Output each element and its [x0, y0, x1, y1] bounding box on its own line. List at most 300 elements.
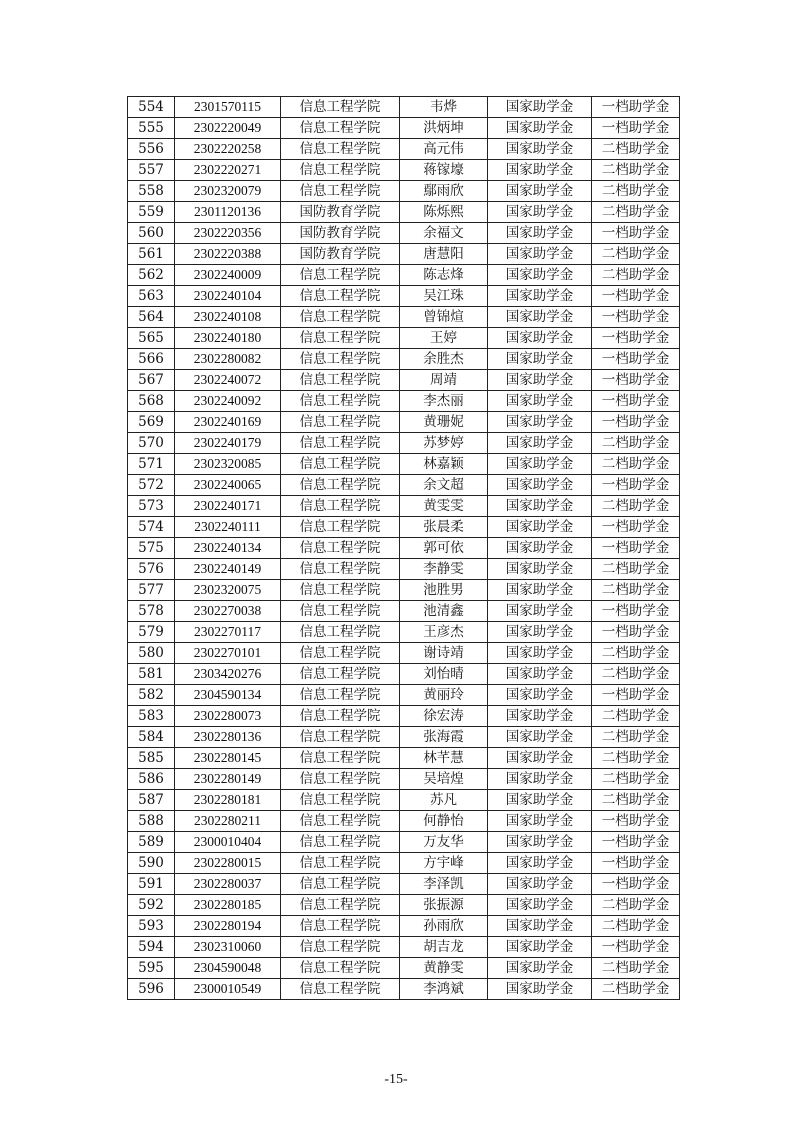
- student-id-cell: 2300010549: [175, 979, 281, 1000]
- award-level-cell: 二档助学金: [592, 559, 680, 580]
- student-id-cell: 2302320079: [175, 181, 281, 202]
- row-number-cell: 585: [128, 748, 175, 769]
- row-number-cell: 567: [128, 370, 175, 391]
- student-name-cell: 林芊慧: [400, 748, 488, 769]
- student-name-cell: 林嘉颖: [400, 454, 488, 475]
- row-number-cell: 565: [128, 328, 175, 349]
- award-type-cell: 国家助学金: [488, 517, 592, 538]
- table-row: [128, 181, 680, 202]
- school-cell: 信息工程学院: [281, 412, 400, 433]
- award-type-cell: 国家助学金: [488, 895, 592, 916]
- student-id-cell: 2302220271: [175, 160, 281, 181]
- award-level-cell: 二档助学金: [592, 748, 680, 769]
- school-cell: 信息工程学院: [281, 664, 400, 685]
- row-number-cell: 573: [128, 496, 175, 517]
- award-level-cell: 二档助学金: [592, 160, 680, 181]
- award-type-cell: 国家助学金: [488, 979, 592, 1000]
- student-id-cell: 2302240065: [175, 475, 281, 496]
- school-cell: 国防教育学院: [281, 244, 400, 265]
- row-number-cell: 556: [128, 139, 175, 160]
- school-cell: 国防教育学院: [281, 223, 400, 244]
- award-level-cell: 二档助学金: [592, 895, 680, 916]
- row-number-cell: 578: [128, 601, 175, 622]
- award-level-cell: 一档助学金: [592, 475, 680, 496]
- school-cell: 信息工程学院: [281, 139, 400, 160]
- row-number-cell: 555: [128, 118, 175, 139]
- student-name-cell: 李静雯: [400, 559, 488, 580]
- student-name-cell: 谢诗靖: [400, 643, 488, 664]
- award-type-cell: 国家助学金: [488, 412, 592, 433]
- school-cell: 信息工程学院: [281, 895, 400, 916]
- student-id-cell: 2302280185: [175, 895, 281, 916]
- scholarship-table: [127, 96, 680, 1000]
- award-level-cell: 一档助学金: [592, 517, 680, 538]
- table-row: [128, 706, 680, 727]
- award-level-cell: 二档助学金: [592, 958, 680, 979]
- student-name-cell: 洪炳坤: [400, 118, 488, 139]
- table-row: [128, 286, 680, 307]
- award-level-cell: 二档助学金: [592, 706, 680, 727]
- award-level-cell: 一档助学金: [592, 601, 680, 622]
- table-row: [128, 160, 680, 181]
- row-number-cell: 574: [128, 517, 175, 538]
- school-cell: 信息工程学院: [281, 286, 400, 307]
- school-cell: 信息工程学院: [281, 454, 400, 475]
- award-type-cell: 国家助学金: [488, 307, 592, 328]
- row-number-cell: 581: [128, 664, 175, 685]
- award-type-cell: 国家助学金: [488, 265, 592, 286]
- student-name-cell: 吴江珠: [400, 286, 488, 307]
- school-cell: 信息工程学院: [281, 937, 400, 958]
- school-cell: 信息工程学院: [281, 307, 400, 328]
- school-cell: 信息工程学院: [281, 97, 400, 118]
- student-name-cell: 王婷: [400, 328, 488, 349]
- school-cell: 信息工程学院: [281, 559, 400, 580]
- school-cell: 信息工程学院: [281, 370, 400, 391]
- table-row: [128, 496, 680, 517]
- award-level-cell: 一档助学金: [592, 412, 680, 433]
- student-name-cell: 余文超: [400, 475, 488, 496]
- award-type-cell: 国家助学金: [488, 391, 592, 412]
- award-level-cell: 二档助学金: [592, 769, 680, 790]
- school-cell: 信息工程学院: [281, 160, 400, 181]
- student-name-cell: 张晨柔: [400, 517, 488, 538]
- school-cell: 信息工程学院: [281, 685, 400, 706]
- student-name-cell: 余福文: [400, 223, 488, 244]
- student-id-cell: 2302240179: [175, 433, 281, 454]
- student-name-cell: 余胜杰: [400, 349, 488, 370]
- row-number-cell: 594: [128, 937, 175, 958]
- student-name-cell: 池清鑫: [400, 601, 488, 622]
- award-type-cell: 国家助学金: [488, 349, 592, 370]
- student-id-cell: 2302240111: [175, 517, 281, 538]
- award-type-cell: 国家助学金: [488, 706, 592, 727]
- table-row: [128, 748, 680, 769]
- student-id-cell: 2302240171: [175, 496, 281, 517]
- award-type-cell: 国家助学金: [488, 727, 592, 748]
- table-row: [128, 349, 680, 370]
- award-level-cell: 二档助学金: [592, 265, 680, 286]
- table-row: [128, 979, 680, 1000]
- school-cell: 信息工程学院: [281, 832, 400, 853]
- award-type-cell: 国家助学金: [488, 454, 592, 475]
- student-name-cell: 高元伟: [400, 139, 488, 160]
- award-type-cell: 国家助学金: [488, 97, 592, 118]
- row-number-cell: 589: [128, 832, 175, 853]
- student-id-cell: 2302280145: [175, 748, 281, 769]
- student-id-cell: 2301570115: [175, 97, 281, 118]
- school-cell: 信息工程学院: [281, 958, 400, 979]
- table-row: [128, 97, 680, 118]
- table-row: [128, 433, 680, 454]
- award-level-cell: 一档助学金: [592, 937, 680, 958]
- student-id-cell: 2302280181: [175, 790, 281, 811]
- table-row: [128, 832, 680, 853]
- table-row: [128, 643, 680, 664]
- student-name-cell: 万友华: [400, 832, 488, 853]
- student-name-cell: 韦烨: [400, 97, 488, 118]
- school-cell: 信息工程学院: [281, 853, 400, 874]
- table-row: [128, 265, 680, 286]
- school-cell: 信息工程学院: [281, 475, 400, 496]
- table-row: [128, 874, 680, 895]
- award-type-cell: 国家助学金: [488, 664, 592, 685]
- row-number-cell: 580: [128, 643, 175, 664]
- table-row: [128, 412, 680, 433]
- student-id-cell: 2300010404: [175, 832, 281, 853]
- row-number-cell: 577: [128, 580, 175, 601]
- table-row: [128, 559, 680, 580]
- student-name-cell: 黄静雯: [400, 958, 488, 979]
- row-number-cell: 595: [128, 958, 175, 979]
- row-number-cell: 564: [128, 307, 175, 328]
- school-cell: 信息工程学院: [281, 517, 400, 538]
- award-level-cell: 二档助学金: [592, 433, 680, 454]
- row-number-cell: 572: [128, 475, 175, 496]
- award-level-cell: 一档助学金: [592, 370, 680, 391]
- award-type-cell: 国家助学金: [488, 496, 592, 517]
- student-id-cell: 2302270117: [175, 622, 281, 643]
- table-row: [128, 118, 680, 139]
- award-level-cell: 一档助学金: [592, 307, 680, 328]
- table-row: [128, 391, 680, 412]
- table-row: [128, 664, 680, 685]
- award-type-cell: 国家助学金: [488, 748, 592, 769]
- student-id-cell: 2301120136: [175, 202, 281, 223]
- student-id-cell: 2302310060: [175, 937, 281, 958]
- student-name-cell: 陈烁熙: [400, 202, 488, 223]
- student-name-cell: 王彦杰: [400, 622, 488, 643]
- table-row: [128, 328, 680, 349]
- award-type-cell: 国家助学金: [488, 433, 592, 454]
- student-name-cell: 孙雨欣: [400, 916, 488, 937]
- row-number-cell: 554: [128, 97, 175, 118]
- student-name-cell: 何静怡: [400, 811, 488, 832]
- row-number-cell: 568: [128, 391, 175, 412]
- award-type-cell: 国家助学金: [488, 832, 592, 853]
- student-id-cell: 2302280073: [175, 706, 281, 727]
- student-name-cell: 张振源: [400, 895, 488, 916]
- award-type-cell: 国家助学金: [488, 769, 592, 790]
- award-level-cell: 一档助学金: [592, 97, 680, 118]
- award-type-cell: 国家助学金: [488, 790, 592, 811]
- school-cell: 信息工程学院: [281, 643, 400, 664]
- table-row: [128, 958, 680, 979]
- award-level-cell: 一档助学金: [592, 286, 680, 307]
- school-cell: 信息工程学院: [281, 433, 400, 454]
- award-type-cell: 国家助学金: [488, 601, 592, 622]
- page-number: -15-: [384, 1072, 408, 1087]
- student-id-cell: 2302240134: [175, 538, 281, 559]
- table-row: [128, 811, 680, 832]
- award-level-cell: 二档助学金: [592, 181, 680, 202]
- table-body: [128, 97, 680, 1000]
- award-type-cell: 国家助学金: [488, 958, 592, 979]
- table-row: [128, 223, 680, 244]
- table-row: [128, 727, 680, 748]
- row-number-cell: 588: [128, 811, 175, 832]
- student-id-cell: 2302320075: [175, 580, 281, 601]
- award-type-cell: 国家助学金: [488, 874, 592, 895]
- award-level-cell: 一档助学金: [592, 853, 680, 874]
- student-id-cell: 2302220049: [175, 118, 281, 139]
- table-row: [128, 307, 680, 328]
- table-row: [128, 580, 680, 601]
- school-cell: 信息工程学院: [281, 874, 400, 895]
- row-number-cell: 566: [128, 349, 175, 370]
- award-level-cell: 一档助学金: [592, 349, 680, 370]
- row-number-cell: 571: [128, 454, 175, 475]
- award-type-cell: 国家助学金: [488, 202, 592, 223]
- row-number-cell: 570: [128, 433, 175, 454]
- student-name-cell: 苏梦婷: [400, 433, 488, 454]
- award-type-cell: 国家助学金: [488, 286, 592, 307]
- student-id-cell: 2302220356: [175, 223, 281, 244]
- school-cell: 信息工程学院: [281, 391, 400, 412]
- student-id-cell: 2302240072: [175, 370, 281, 391]
- student-id-cell: 2302240180: [175, 328, 281, 349]
- award-type-cell: 国家助学金: [488, 538, 592, 559]
- student-name-cell: 鄢雨欣: [400, 181, 488, 202]
- student-name-cell: 李杰丽: [400, 391, 488, 412]
- table-row: [128, 895, 680, 916]
- student-id-cell: 2302240149: [175, 559, 281, 580]
- student-name-cell: 周靖: [400, 370, 488, 391]
- student-id-cell: 2302280211: [175, 811, 281, 832]
- award-type-cell: 国家助学金: [488, 244, 592, 265]
- student-id-cell: 2302270038: [175, 601, 281, 622]
- row-number-cell: 592: [128, 895, 175, 916]
- table-row: [128, 937, 680, 958]
- award-type-cell: 国家助学金: [488, 559, 592, 580]
- table-row: [128, 622, 680, 643]
- school-cell: 信息工程学院: [281, 118, 400, 139]
- award-type-cell: 国家助学金: [488, 853, 592, 874]
- table-row: [128, 790, 680, 811]
- school-cell: 信息工程学院: [281, 727, 400, 748]
- school-cell: 信息工程学院: [281, 790, 400, 811]
- student-id-cell: 2302240169: [175, 412, 281, 433]
- student-id-cell: 2302220388: [175, 244, 281, 265]
- school-cell: 国防教育学院: [281, 202, 400, 223]
- award-level-cell: 二档助学金: [592, 202, 680, 223]
- student-name-cell: 黄雯雯: [400, 496, 488, 517]
- school-cell: 信息工程学院: [281, 811, 400, 832]
- student-name-cell: 吴培煌: [400, 769, 488, 790]
- award-type-cell: 国家助学金: [488, 139, 592, 160]
- award-level-cell: 二档助学金: [592, 727, 680, 748]
- award-type-cell: 国家助学金: [488, 685, 592, 706]
- award-level-cell: 一档助学金: [592, 811, 680, 832]
- student-name-cell: 池胜男: [400, 580, 488, 601]
- student-name-cell: 徐宏涛: [400, 706, 488, 727]
- award-type-cell: 国家助学金: [488, 580, 592, 601]
- award-type-cell: 国家助学金: [488, 328, 592, 349]
- award-type-cell: 国家助学金: [488, 475, 592, 496]
- row-number-cell: 558: [128, 181, 175, 202]
- award-level-cell: 二档助学金: [592, 139, 680, 160]
- student-name-cell: 苏凡: [400, 790, 488, 811]
- award-level-cell: 一档助学金: [592, 223, 680, 244]
- student-id-cell: 2302240009: [175, 265, 281, 286]
- student-id-cell: 2302240108: [175, 307, 281, 328]
- award-level-cell: 二档助学金: [592, 454, 680, 475]
- student-name-cell: 刘怡晴: [400, 664, 488, 685]
- award-type-cell: 国家助学金: [488, 160, 592, 181]
- award-level-cell: 一档助学金: [592, 832, 680, 853]
- award-level-cell: 二档助学金: [592, 916, 680, 937]
- award-level-cell: 二档助学金: [592, 580, 680, 601]
- row-number-cell: 590: [128, 853, 175, 874]
- award-type-cell: 国家助学金: [488, 937, 592, 958]
- student-id-cell: 2304590048: [175, 958, 281, 979]
- school-cell: 信息工程学院: [281, 979, 400, 1000]
- row-number-cell: 562: [128, 265, 175, 286]
- school-cell: 信息工程学院: [281, 349, 400, 370]
- student-name-cell: 方宇峰: [400, 853, 488, 874]
- school-cell: 信息工程学院: [281, 916, 400, 937]
- row-number-cell: 583: [128, 706, 175, 727]
- award-level-cell: 一档助学金: [592, 685, 680, 706]
- student-name-cell: 黄珊妮: [400, 412, 488, 433]
- student-id-cell: 2302320085: [175, 454, 281, 475]
- table-row: [128, 139, 680, 160]
- award-type-cell: 国家助学金: [488, 118, 592, 139]
- school-cell: 信息工程学院: [281, 580, 400, 601]
- table-row: [128, 538, 680, 559]
- student-id-cell: 2302240104: [175, 286, 281, 307]
- award-type-cell: 国家助学金: [488, 223, 592, 244]
- student-id-cell: 2302280082: [175, 349, 281, 370]
- table-row: [128, 601, 680, 622]
- award-level-cell: 二档助学金: [592, 643, 680, 664]
- student-id-cell: 2302280194: [175, 916, 281, 937]
- award-type-cell: 国家助学金: [488, 370, 592, 391]
- award-level-cell: 一档助学金: [592, 538, 680, 559]
- row-number-cell: 559: [128, 202, 175, 223]
- award-type-cell: 国家助学金: [488, 181, 592, 202]
- student-id-cell: 2302280136: [175, 727, 281, 748]
- student-name-cell: 黄丽玲: [400, 685, 488, 706]
- student-id-cell: 2304590134: [175, 685, 281, 706]
- award-level-cell: 一档助学金: [592, 622, 680, 643]
- table-row: [128, 769, 680, 790]
- student-name-cell: 李鸿斌: [400, 979, 488, 1000]
- school-cell: 信息工程学院: [281, 601, 400, 622]
- table-row: [128, 916, 680, 937]
- row-number-cell: 579: [128, 622, 175, 643]
- student-id-cell: 2302280149: [175, 769, 281, 790]
- table-row: [128, 244, 680, 265]
- student-name-cell: 张海霞: [400, 727, 488, 748]
- award-level-cell: 一档助学金: [592, 328, 680, 349]
- row-number-cell: 584: [128, 727, 175, 748]
- award-level-cell: 二档助学金: [592, 979, 680, 1000]
- row-number-cell: 575: [128, 538, 175, 559]
- award-type-cell: 国家助学金: [488, 622, 592, 643]
- row-number-cell: 569: [128, 412, 175, 433]
- student-name-cell: 曾锦煊: [400, 307, 488, 328]
- student-id-cell: 2302220258: [175, 139, 281, 160]
- student-id-cell: 2302270101: [175, 643, 281, 664]
- table-row: [128, 853, 680, 874]
- student-id-cell: 2302240092: [175, 391, 281, 412]
- student-name-cell: 陈志烽: [400, 265, 488, 286]
- student-name-cell: 李泽凯: [400, 874, 488, 895]
- row-number-cell: 576: [128, 559, 175, 580]
- row-number-cell: 563: [128, 286, 175, 307]
- school-cell: 信息工程学院: [281, 748, 400, 769]
- award-level-cell: 一档助学金: [592, 874, 680, 895]
- school-cell: 信息工程学院: [281, 769, 400, 790]
- row-number-cell: 582: [128, 685, 175, 706]
- school-cell: 信息工程学院: [281, 622, 400, 643]
- award-level-cell: 一档助学金: [592, 391, 680, 412]
- school-cell: 信息工程学院: [281, 706, 400, 727]
- award-level-cell: 二档助学金: [592, 244, 680, 265]
- table-row: [128, 685, 680, 706]
- award-level-cell: 二档助学金: [592, 790, 680, 811]
- table-row: [128, 517, 680, 538]
- school-cell: 信息工程学院: [281, 538, 400, 559]
- student-name-cell: 胡吉龙: [400, 937, 488, 958]
- row-number-cell: 586: [128, 769, 175, 790]
- school-cell: 信息工程学院: [281, 265, 400, 286]
- table-row: [128, 454, 680, 475]
- award-type-cell: 国家助学金: [488, 811, 592, 832]
- row-number-cell: 560: [128, 223, 175, 244]
- school-cell: 信息工程学院: [281, 181, 400, 202]
- student-name-cell: 郭可依: [400, 538, 488, 559]
- award-level-cell: 一档助学金: [592, 118, 680, 139]
- table-row: [128, 370, 680, 391]
- row-number-cell: 591: [128, 874, 175, 895]
- row-number-cell: 557: [128, 160, 175, 181]
- table-row: [128, 202, 680, 223]
- student-id-cell: 2302280015: [175, 853, 281, 874]
- student-name-cell: 唐慧阳: [400, 244, 488, 265]
- award-type-cell: 国家助学金: [488, 643, 592, 664]
- student-name-cell: 蒋镓壕: [400, 160, 488, 181]
- award-level-cell: 二档助学金: [592, 496, 680, 517]
- table-row: [128, 475, 680, 496]
- row-number-cell: 593: [128, 916, 175, 937]
- row-number-cell: 561: [128, 244, 175, 265]
- student-id-cell: 2302280037: [175, 874, 281, 895]
- row-number-cell: 587: [128, 790, 175, 811]
- row-number-cell: 596: [128, 979, 175, 1000]
- student-id-cell: 2303420276: [175, 664, 281, 685]
